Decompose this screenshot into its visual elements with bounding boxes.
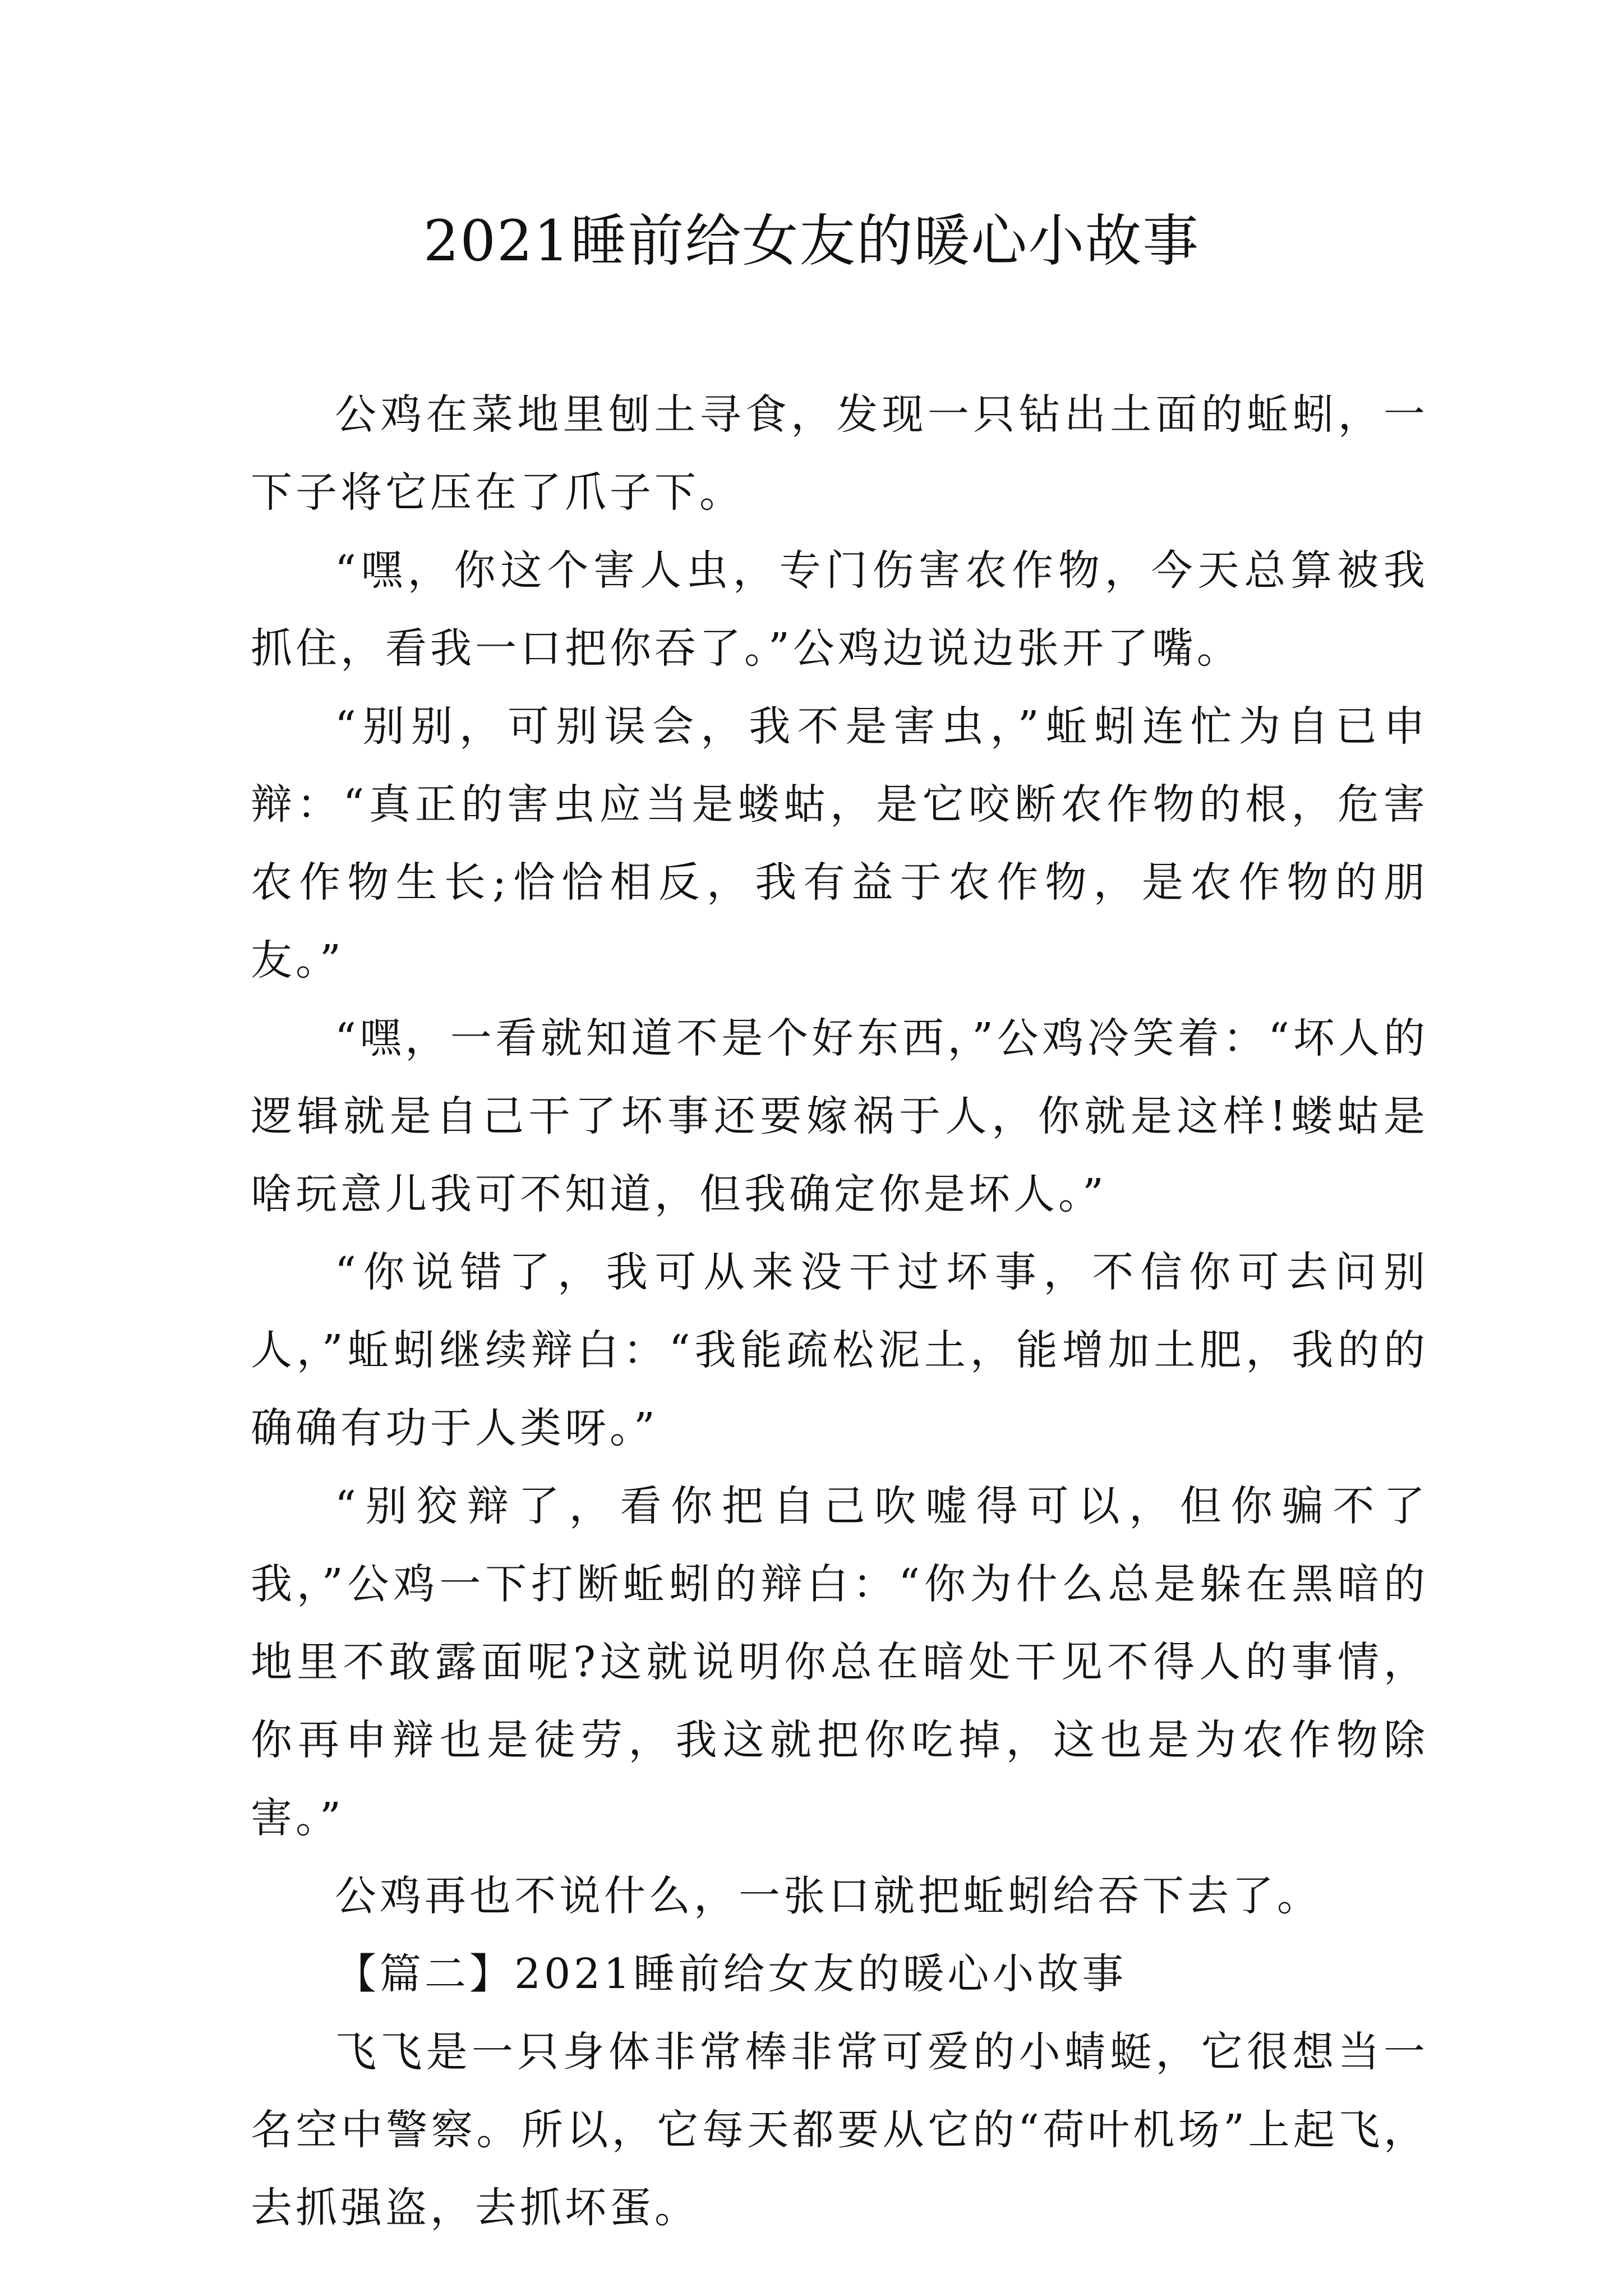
document-title: 2021睡前给女友的暖心小故事 (423, 208, 1200, 274)
document-body (251, 376, 1428, 2247)
paragraph-6: “别狡辩了，看你把自己吹嘘得可以，但你骗不了我，”公鸡一下打断蚯蚓的辩白：“你为什么总是躲在黑暗的地里不敢露面呢?这就说明你总在暗处干见不得人的事情，你再申辩也是徒劳，我这就把你吃掉，这也是为农作物除害。” (251, 1482, 1428, 1842)
paragraph-3: “别别，可别误会，我不是害虫，”蚯蚓连忙为自已申辩：“真正的害虫应当是蝼蛄，是它咬断农作物的根，危害农作物生长;恰恰相反，我有益于农作物，是农作物的朋友。” (251, 702, 1428, 984)
paragraph-2: “嘿，你这个害人虫，专门伤害农作物，今天总算被我抓住，看我一口把你吞了。”公鸡边说边张开了嘴。 (251, 546, 1428, 673)
paragraph-7: 公鸡再也不说什么，一张口就把蚯蚓给吞下去了。 (335, 1872, 1322, 1920)
paragraph-8: 飞飞是一只身体非常棒非常可爱的小蜻蜓，它很想当一名空中警察。所以，它每天都要从它的“荷叶机场”上起飞，去抓强盗，去抓坏蛋。 (251, 2028, 1428, 2232)
paragraph-5: “你说错了，我可从来没干过坏事，不信你可去问别人，”蚯蚓继续辩白：“我能疏松泥土，能增加土肥，我的的确确有功于人类呀。” (251, 1248, 1428, 1452)
paragraph-4: “嘿，一看就知道不是个好东西，”公鸡冷笑着：“坏人的逻辑就是自己干了坏事还要嫁祸于人，你就是这样!蝼蛄是啥玩意儿我可不知道，但我确定你是坏人。” (251, 1014, 1428, 1218)
section-heading-part-two: 【篇二】2021睡前给女友的暖心小故事 (335, 1950, 1127, 1998)
paragraph-1: 公鸡在菜地里刨土寻食，发现一只钻出土面的蚯蚓，一下子将它压在了爪子下。 (251, 390, 1428, 517)
